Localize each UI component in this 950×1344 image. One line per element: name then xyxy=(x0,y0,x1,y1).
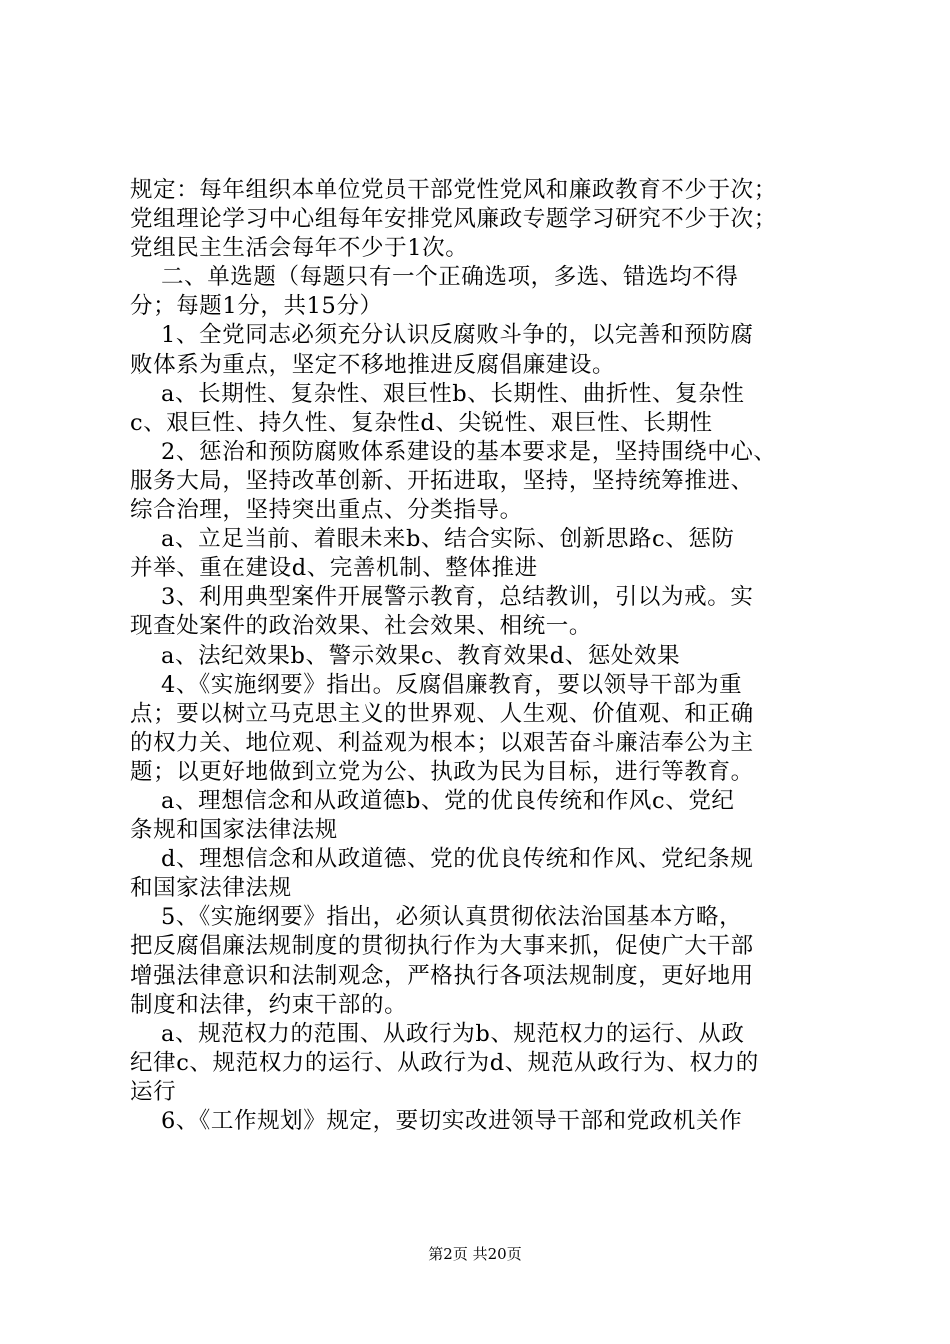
text-line: 制度和法律，约束干部的。 xyxy=(130,991,408,1018)
text-line: 2、惩治和预防腐败体系建设的基本要求是，坚持围绕中心、 xyxy=(130,438,777,465)
text-line: 运行 xyxy=(130,1078,177,1105)
text-line: 6、《工作规划》规定，要切实改进领导干部和党政机关作 xyxy=(130,1108,743,1134)
text-line: 条规和国家法律法规 xyxy=(130,817,338,844)
text-line: 现查处案件的政治效果、社会效果、相统一。 xyxy=(130,613,593,640)
page-footer: 第2页 共20页 xyxy=(428,1245,522,1263)
text-line: a、立足当前、着眼未来b、结合实际、创新思路c、惩防 xyxy=(130,526,735,553)
text-line: 党组理论学习中心组每年安排党风廉政专题学习研究不少于次； xyxy=(130,206,777,233)
text-line: 二、单选题（每题只有一个正确选项，多选、错选均不得 xyxy=(130,264,739,291)
text-line: 4、《实施纲要》指出。反腐倡廉教育，要以领导干部为重 xyxy=(130,671,743,698)
text-line: 党组民主生活会每年不少于1次。 xyxy=(130,235,469,262)
text-line: 5、《实施纲要》指出，必须认真贯彻依法治国基本方略， xyxy=(130,904,743,931)
text-line: d、理想信念和从政道德、党的优良传统和作风、党纪条规 xyxy=(130,846,754,873)
text-line: 增强法律意识和法制观念，严格执行各项法规制度，更好地用 xyxy=(130,962,754,989)
text-line: 服务大局，坚持改革创新、开拓进取，坚持，坚持统筹推进、 xyxy=(130,467,754,494)
text-line: a、理想信念和从政道德b、党的优良传统和作风c、党纪 xyxy=(130,787,735,814)
text-line: 分；每题1分，共15分） xyxy=(130,293,383,320)
text-line: 把反腐倡廉法规制度的贯彻执行作为大事来抓，促使广大干部 xyxy=(130,933,754,960)
text-line: 题；以更好地做到立党为公、执政为民为目标，进行等教育。 xyxy=(130,758,754,785)
text-line: 规定：每年组织本单位党员干部党性党风和廉政教育不少于次； xyxy=(130,177,777,203)
text-line: 的权力关、地位观、利益观为根本；以艰苦奋斗廉洁奉公为主 xyxy=(130,729,754,756)
document-body xyxy=(130,176,830,1136)
text-line: 综合治理，坚持突出重点、分类指导。 xyxy=(130,497,523,524)
text-line: a、规范权力的范围、从政行为b、规范权力的运行、从政 xyxy=(130,1020,745,1047)
text-line: 点；要以树立马克思主义的世界观、人生观、价值观、和正确 xyxy=(130,700,754,727)
text-line: a、法纪效果b、警示效果c、教育效果d、惩处效果 xyxy=(130,642,681,669)
text-line: 败体系为重点，坚定不移地推进反腐倡廉建设。 xyxy=(130,351,616,378)
text-line: 3、利用典型案件开展警示教育，总结教训，引以为戒。实 xyxy=(130,584,754,611)
text-line: c、艰巨性、持久性、复杂性d、尖锐性、艰巨性、长期性 xyxy=(130,409,713,436)
text-line: 和国家法律法规 xyxy=(130,875,292,902)
text-line: 1、全党同志必须充分认识反腐败斗争的，以完善和预防腐 xyxy=(130,322,754,349)
text-line: 纪律c、规范权力的运行、从政行为d、规范从政行为、权力的 xyxy=(130,1049,759,1076)
text-line: 并举、重在建设d、完善机制、整体推进 xyxy=(130,555,538,582)
text-line: a、长期性、复杂性、艰巨性b、长期性、曲折性、复杂性 xyxy=(130,380,745,407)
